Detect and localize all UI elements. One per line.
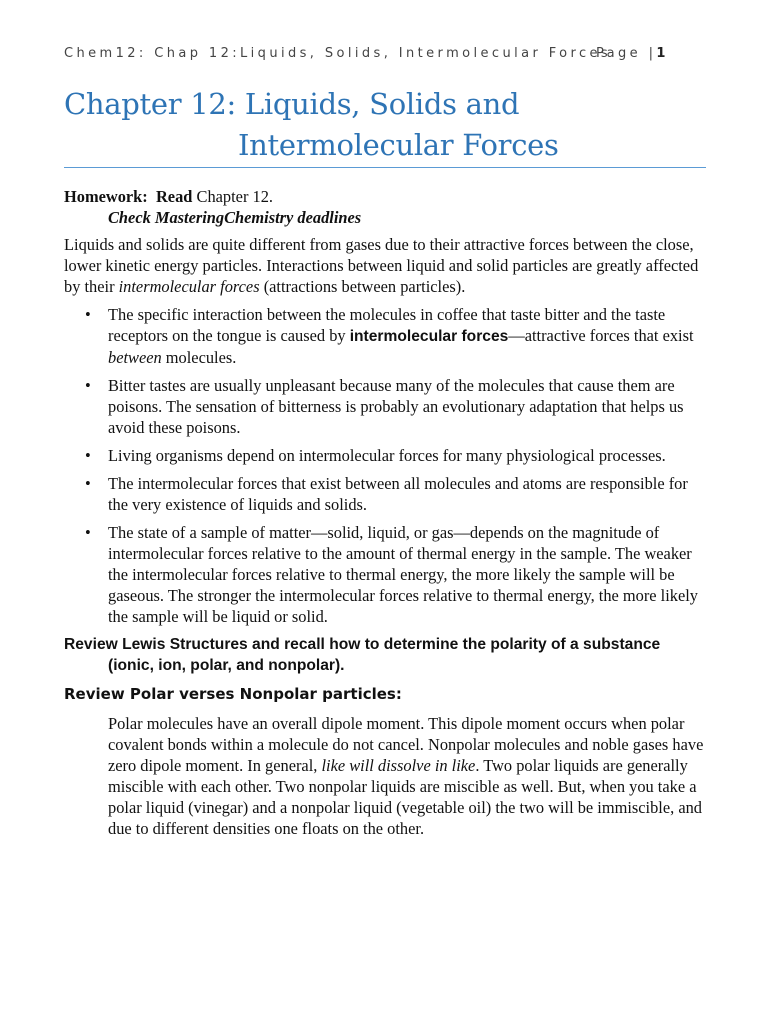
bullet-5-text: The state of a sample of matter—solid, liquid, or gas—depends on the magnitude of intermolecular forces relative to the amount of thermal energy in the sample. The weaker the intermolecular forces relative to thermal energy, the more likely the sample will be gaseous. The stronger the intermolecular forces relative to thermal energy, the more likely the sample will be liquid or solid. [108,523,698,626]
bullet-item [64,375,706,438]
polar-text-start: Polar molecules have an overall dipole moment. This dipole moment occurs when polar covalent bonds within a molecule do not cancel. Nonpolar molecules and noble gases have zero dipole moment. In general, [108,714,704,775]
bullet-marker: • [85,376,91,395]
bullet-marker: • [85,305,91,324]
page-number: 1 [656,46,669,61]
bullet-marker: • [85,523,91,542]
review-lewis-heading [64,634,706,676]
chapter-title-line-2: Intermolecular Forces [238,128,559,162]
intro-text-start: Liquids and solids are quite different from gases due to their attractive forces between the close, lower kinetic energy particles. Interactions between liquid and solid particles are greatly affected by their [64,235,699,296]
bullet-marker: • [85,474,91,493]
bullet-1-text-end: molecules. [161,348,237,367]
bullet-3-text: Living organisms depend on intermolecular forces for many physiological processes. [108,446,666,465]
running-header [64,46,704,66]
review-lewis-line-1: Review Lewis Structures and recall how to determine the polarity of a substance [64,636,661,653]
chapter-title-line-1: Chapter 12: Liquids, Solids and [64,87,520,121]
bullet-item [64,445,706,466]
bullet-item [64,522,706,627]
polar-paragraph [108,713,706,839]
homework-line [64,186,706,207]
bullet-4-text: The intermolecular forces that exist between all molecules and atoms are responsible for the very existence of liquids and solids. [108,474,688,514]
homework-read: Read [155,187,193,206]
review-polar-heading: Review Polar verses Nonpolar particles: [64,685,402,703]
bullet-marker: • [85,446,91,465]
bullet-2-text: Bitter tastes are usually unpleasant because many of the molecules that cause them are poisons. The sensation of bitterness is probably an evolutionary adaptation that helps us avoid these poisons. [108,376,684,437]
intro-paragraph [64,234,706,297]
polar-text-end: . Two polar liquids are generally miscible with each other. Two nonpolar liquids are miscible as well. But, when you take a polar liquid (vinegar) and a nonpolar liquid (vegetable oil) the two will be immiscible, and due to different densities one floats on the other. [108,756,703,838]
homework-deadlines: Check MasteringChemistry deadlines [108,208,362,227]
bullet-list [64,304,706,627]
intro-text-end: (attractions between particles). [259,277,466,296]
bullet-1-text-middle: —attractive forces that exist [508,326,694,345]
bullet-1-italic-term: between [108,348,162,367]
chapter-title [64,84,714,166]
bullet-item [64,473,706,515]
homework-label: Homework: [64,187,148,206]
homework-chapter: Chapter 12. [196,187,273,206]
bullet-1-text-start: The specific interaction between the molecules in coffee that taste bitter and the taste receptors on the tongue is caused by [108,305,666,345]
page-number-label [596,46,669,61]
polar-italic-phrase: like will dissolve in like [321,756,476,775]
page-label-text: Page | [596,46,657,61]
review-lewis-line-2: (ionic, ion, polar, and nonpolar). [108,657,345,674]
title-underline-rule [64,167,706,168]
bullet-1-bold-term: intermolecular forces [349,328,509,345]
bullet-item [64,304,706,368]
document-body [64,186,706,839]
running-header-title: Chem12: Chap 12:Liquids, Solids, Intermolecular Forces [64,46,612,61]
intro-italic-term: intermolecular forces [118,277,260,296]
